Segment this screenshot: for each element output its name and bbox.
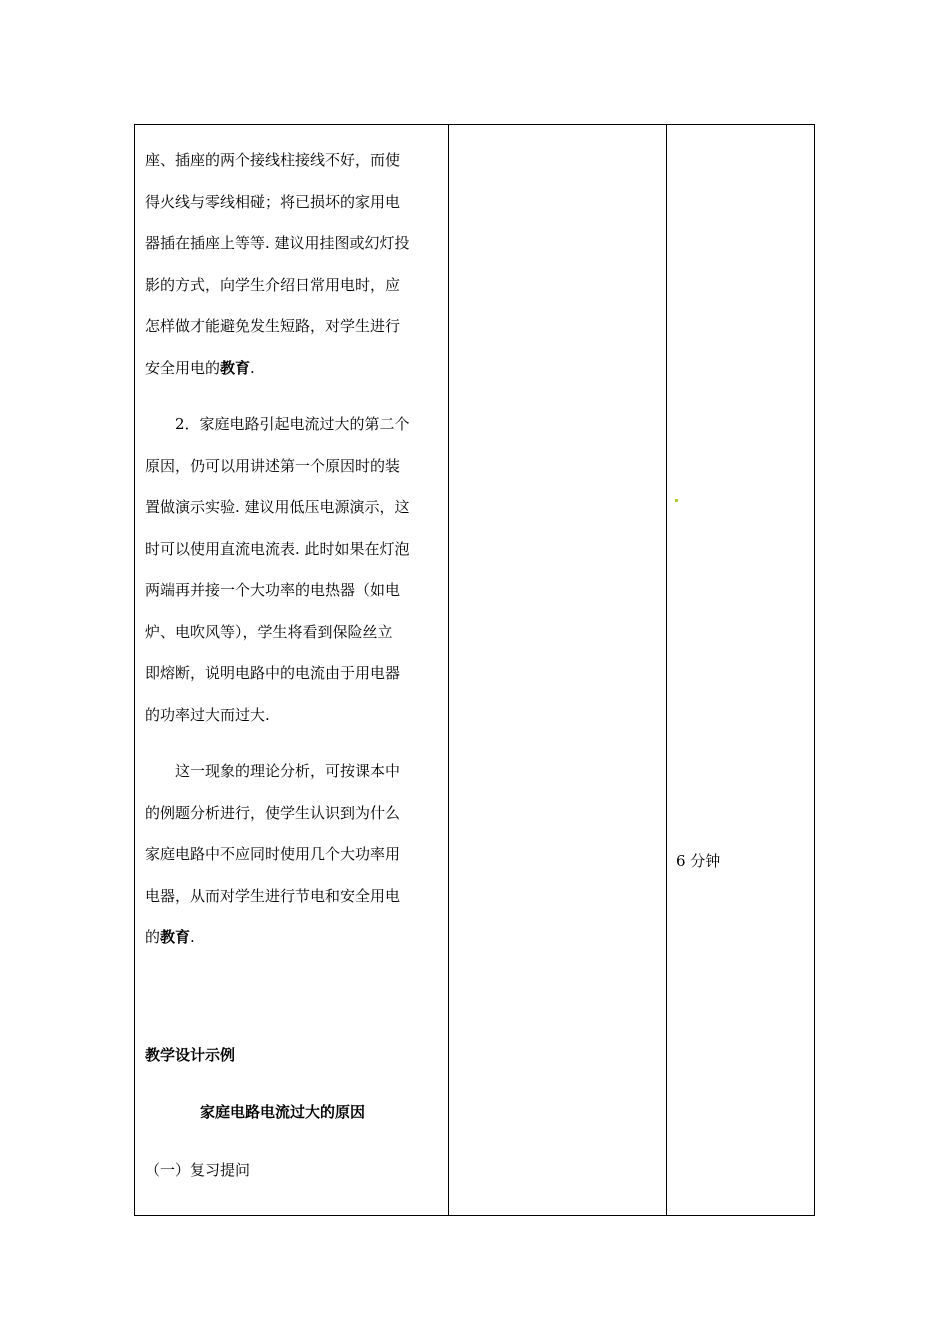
bold-keyword: 教育 [160, 928, 191, 946]
text-line: 座、插座的两个接线柱接线不好，而使 [145, 151, 401, 169]
text-fragment: 的 [145, 928, 161, 946]
text-line: 怎样做才能避免发生短路，对学生进行 [145, 317, 401, 335]
text-line: 影的方式，向学生介绍日常用电时，应 [145, 275, 401, 294]
section-heading: 教学设计示例 [145, 1046, 236, 1064]
paragraph-overload [145, 404, 445, 736]
text-line: 的例题分析进行，使学生认识到为什么 [145, 803, 401, 822]
text-fragment: . [250, 358, 255, 377]
subsection-heading: （一）复习提问 [145, 1161, 251, 1179]
text-line: 2．家庭电路引起电流过大的第二个 [175, 415, 410, 433]
text-fragment: 安全用电的 [145, 358, 221, 377]
text-fragment: . [190, 928, 195, 946]
text-line: 两端再并接一个大功率的电热器（如电 [145, 581, 401, 599]
paragraph-analysis [145, 751, 445, 959]
text-line: 器插在插座上等等. 建议用挂图或幻灯投 [145, 234, 410, 252]
paragraph-short-circuit [145, 140, 445, 389]
lesson-plan-table [134, 124, 815, 1216]
text-line: 这一现象的理论分析，可按课本中 [175, 762, 401, 780]
text-line [145, 348, 445, 390]
text-line: 的功率过大而过大. [145, 705, 270, 724]
time-label: 6 分钟 [676, 852, 721, 870]
bold-keyword: 教育 [220, 358, 251, 377]
text-line: 原因，仍可以用讲述第一个原因时的装 [145, 456, 401, 475]
text-line: 得火线与零线相碰；将已损坏的家用电 [145, 192, 401, 211]
marker-dot [675, 499, 678, 502]
text-line: 电器，从而对学生进行节电和安全用电 [145, 886, 401, 905]
time-cell [667, 125, 815, 1215]
teaching-content-cell [135, 125, 449, 1215]
text-line: 即熔断，说明电路中的电流由于用电器 [145, 664, 401, 682]
text-line: 时可以使用直流电流表. 此时如果在灯泡 [145, 539, 410, 558]
text-line: 家庭电路中不应同时使用几个大功率用 [145, 845, 401, 863]
section-title: 家庭电路电流过大的原因 [200, 1103, 366, 1121]
text-line: 炉、电吹风等），学生将看到保险丝立 [145, 622, 393, 641]
text-line: 置做演示实验. 建议用低压电源演示，这 [145, 498, 410, 516]
text-line [145, 917, 445, 959]
